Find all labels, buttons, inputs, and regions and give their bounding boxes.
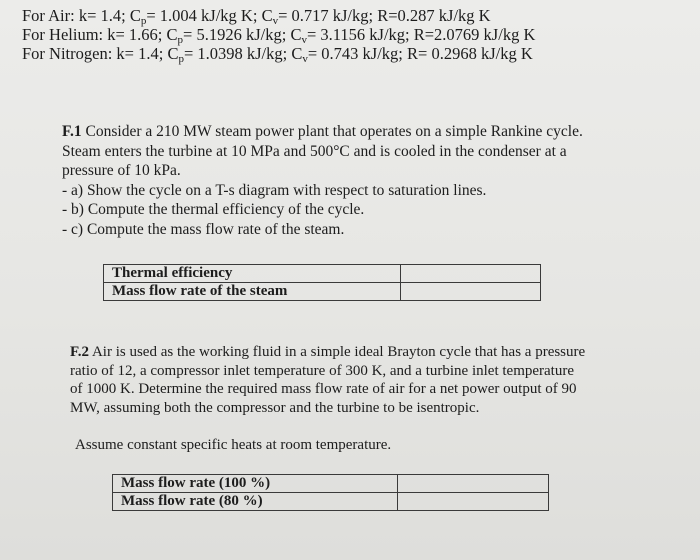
problem-f1 <box>62 122 662 239</box>
r-value: R= 0.2968 kJ/kg K <box>407 44 533 63</box>
k-value: k= 1.66; <box>107 25 163 44</box>
cv-value: = 0.717 kJ/kg; <box>278 6 374 25</box>
r-value: R=2.0769 kJ/kg K <box>413 25 536 44</box>
k-value: k= 1.4; <box>116 44 164 63</box>
mass-flow-steam-label: Mass flow rate of the steam <box>104 283 401 301</box>
f1-line-3: pressure of 10 kPa. <box>62 162 181 179</box>
mass-flow-steam-answer-cell[interactable] <box>401 283 541 301</box>
thermal-efficiency-answer-cell[interactable] <box>401 265 541 283</box>
f1-item-a: - a) Show the cycle on a T-s diagram with respect to saturation lines. <box>62 181 487 199</box>
table-row <box>113 475 549 493</box>
property-row-air: For Air: k= 1.4; $C_p= 1.004$ kJ/kg K; $C_v= 0.717$ kJ/kg; R=0.287 kJ/kg K <box>22 6 491 27</box>
table-row <box>104 283 541 301</box>
property-row-nitrogen: For Nitrogen: k= 1.4; $C_p= 1.0398$ kJ/kg; $C_v= 0.743$ kJ/kg; R= 0.2968 kJ/kg K <box>22 44 533 65</box>
f2-label: F.2 <box>70 344 90 360</box>
f2-statement <box>70 343 660 362</box>
table-row <box>104 265 541 283</box>
mass-flow-80-answer-cell[interactable] <box>398 493 549 511</box>
r-value: R=0.287 kJ/kg K <box>377 6 491 25</box>
cp-value: = 1.004 kJ/kg K; <box>146 6 258 25</box>
gas-name: For Nitrogen: <box>22 44 113 63</box>
assumption-note: Assume constant specific heats at room temperature. <box>75 437 392 453</box>
mass-flow-100-label: Mass flow rate (100 %) <box>113 475 398 493</box>
f1-item-c: - c) Compute the mass flow rate of the steam. <box>62 220 345 238</box>
f2-answer-table <box>112 474 549 511</box>
cp-value: = 5.1926 kJ/kg; <box>183 25 287 44</box>
k-value: k= 1.4; <box>78 6 126 25</box>
cv-value: = 0.743 kJ/kg; <box>307 44 403 63</box>
f2-line-3: of 1000 K. Determine the required mass flow rate of air for a net power output of 90 <box>70 381 577 397</box>
mass-flow-80-label: Mass flow rate (80 %) <box>113 493 398 511</box>
f1-item-b: - b) Compute the thermal efficiency of the cycle. <box>62 201 365 218</box>
gas-name: For Air: <box>22 6 75 25</box>
f2-line-1: Air is used as the working fluid in a simple ideal Brayton cycle that has a pressure <box>89 344 586 360</box>
mass-flow-100-answer-cell[interactable] <box>398 475 549 493</box>
gas-properties <box>22 6 535 63</box>
f2-line-4: MW, assuming both the compressor and the turbine to be isentropic. <box>70 399 480 416</box>
f1-line-1: Consider a 210 MW steam power plant that operates on a simple Rankine cycle. <box>81 123 583 140</box>
f1-statement <box>62 122 662 142</box>
f2-line-2: ratio of 12, a compressor inlet temperature of 300 K, and a turbine inlet temperature <box>70 362 574 379</box>
cv-value: = 3.1156 kJ/kg; <box>306 25 410 44</box>
property-row-helium: For Helium: k= 1.66; $C_p= 5.1926$ kJ/kg; $C_v= 3.1156$ kJ/kg; R=2.0769 kJ/kg K <box>22 25 536 46</box>
cp-value: = 1.0398 kJ/kg; <box>183 44 288 63</box>
problem-f2 <box>70 343 660 417</box>
thermal-efficiency-label: Thermal efficiency <box>104 265 401 283</box>
f1-answer-table <box>103 264 541 301</box>
gas-name: For Helium: <box>22 25 104 44</box>
f1-label: F.1 <box>62 123 82 140</box>
table-row <box>113 493 549 511</box>
f1-line-2: Steam enters the turbine at 10 MPa and 500°C and is cooled in the condenser at a <box>62 142 567 160</box>
